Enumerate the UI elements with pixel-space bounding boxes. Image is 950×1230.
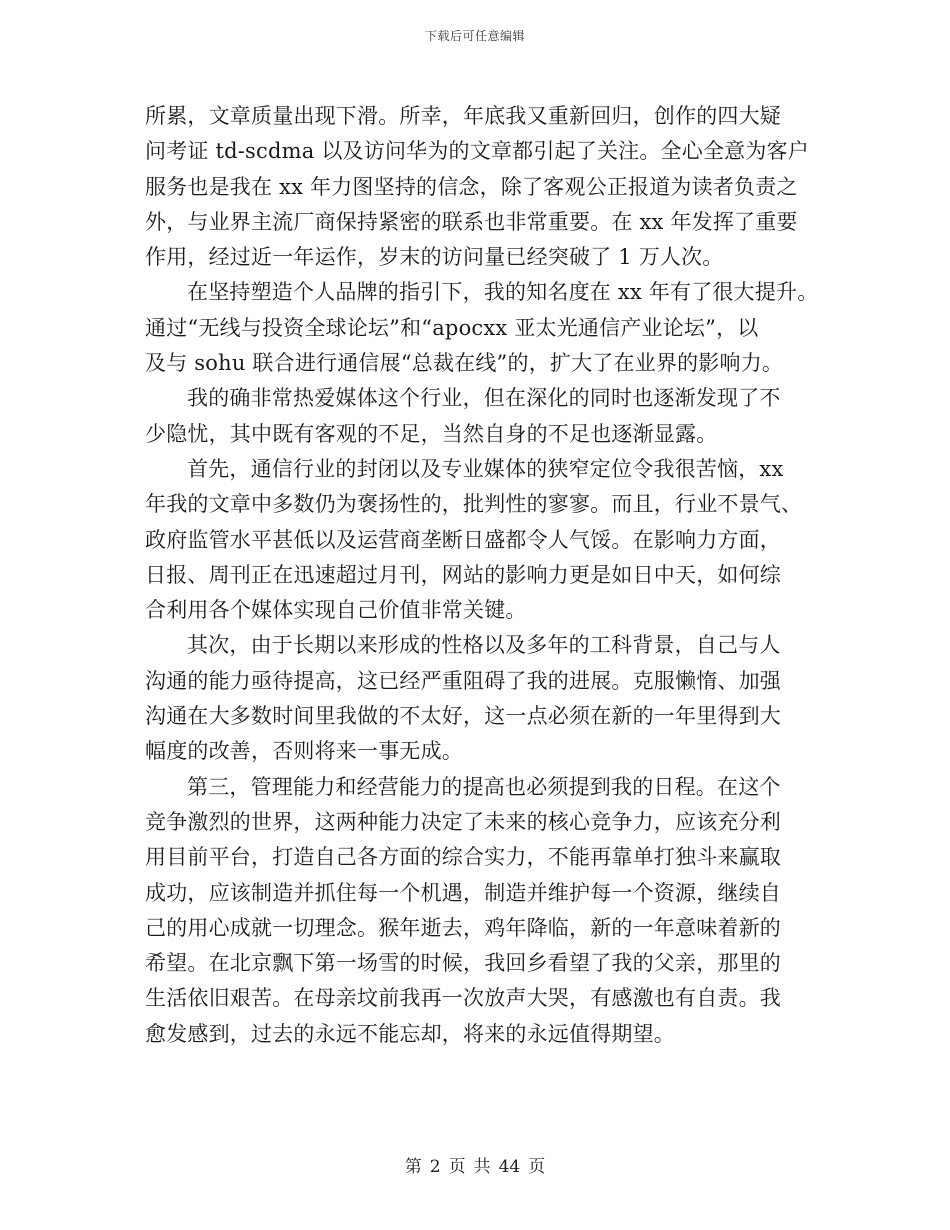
- text-line: 合利用各个媒体实现自己价值非常关键。: [145, 598, 527, 623]
- text-line: 服务也是我在 xx 年力图坚持的信念，除了客观公正报道为读者负责之: [145, 174, 798, 199]
- text-line: 其次，由于长期以来形成的性格以及多年的工科背景，自己与人: [187, 633, 781, 658]
- footer-current-page: 2: [429, 1157, 441, 1177]
- text-line: 第三，管理能力和经营能力的提高也必须提到我的日程。在这个: [187, 774, 781, 799]
- text-line: 用目前平台，打造自己各方面的综合实力，不能再靠单打独斗来赢取: [145, 845, 781, 870]
- footer-suffix: 页: [528, 1157, 546, 1177]
- page-header: 下载后可任意编辑: [424, 29, 525, 43]
- footer-prefix: 第: [404, 1157, 422, 1177]
- text-line: 沟通的能力亟待提高，这已经严重阻碍了我的进展。克服懒惰、加强: [145, 668, 781, 693]
- text-line: 愈发感到，过去的永远不能忘却，将来的永远值得期望。: [145, 1021, 675, 1046]
- text-line: 及与 sohu 联合进行通信展“总裁在线”的，扩大了在业界的影响力。: [145, 351, 784, 376]
- text-line: 问考证 td-scdma 以及访问华为的文章都引起了关注。全心全意为客户: [145, 139, 809, 164]
- text-line: 所累，文章质量出现下滑。所幸，年底我又重新回归，创作的四大疑: [145, 104, 781, 128]
- page-footer: [0, 1152, 950, 1177]
- text-line: 日报、周刊正在迅速超过月刊，网站的影响力更是如日中天，如何综: [145, 562, 781, 587]
- document-body: [145, 99, 825, 1052]
- text-line: 年我的文章中多数仍为褒扬性的，批判性的寥寥。而且，行业不景气、: [145, 492, 803, 517]
- text-line: 作用，经过近一年运作，岁末的访问量已经突破了 1 万人次。: [145, 245, 724, 270]
- text-line: 政府监管水平甚低以及运营商垄断日盛都令人气馁。在影响力方面，: [145, 527, 781, 552]
- text-line: 己的用心成就一切理念。猴年逝去，鸡年降临，新的一年意味着新的: [145, 915, 781, 940]
- text-line: 沟通在大多数时间里我做的不太好，这一点必须在新的一年里得到大: [145, 704, 781, 729]
- footer-total-label: 共: [473, 1157, 491, 1177]
- text-line: 成功，应该制造并抓住每一个机遇，制造并维护每一个资源，继续自: [145, 880, 781, 905]
- text-line: 我的确非常热爱媒体这个行业，但在深化的同时也逐渐发现了不: [187, 386, 781, 411]
- text-line: 少隐忧，其中既有客观的不足，当然自身的不足也逐渐显露。: [145, 421, 718, 446]
- text-line: 幅度的改善，否则将来一事无成。: [145, 739, 463, 764]
- footer-total-pages: 44: [498, 1157, 521, 1177]
- footer-page-word: 页: [448, 1157, 466, 1177]
- text-line: 在坚持塑造个人品牌的指引下，我的知名度在 xx 年有了很大提升。: [187, 280, 819, 305]
- text-line: 首先，通信行业的封闭以及专业媒体的狭窄定位令我很苦恼，xx: [187, 456, 784, 481]
- text-line: 生活依旧艰苦。在母亲坟前我再一次放声大哭，有感激也有自责。我: [145, 986, 781, 1011]
- text-line: 外，与业界主流厂商保持紧密的联系也非常重要。在 xx 年发挥了重要: [145, 209, 798, 234]
- text-line: 通过“无线与投资全球论坛”和“apocxx 亚太光通信产业论坛”，以: [145, 315, 759, 340]
- text-line: 希望。在北京飘下第一场雪的时候，我回乡看望了我的父亲，那里的: [145, 951, 781, 976]
- text-line: 竞争激烈的世界，这两种能力决定了未来的核心竞争力，应该充分利: [145, 809, 781, 834]
